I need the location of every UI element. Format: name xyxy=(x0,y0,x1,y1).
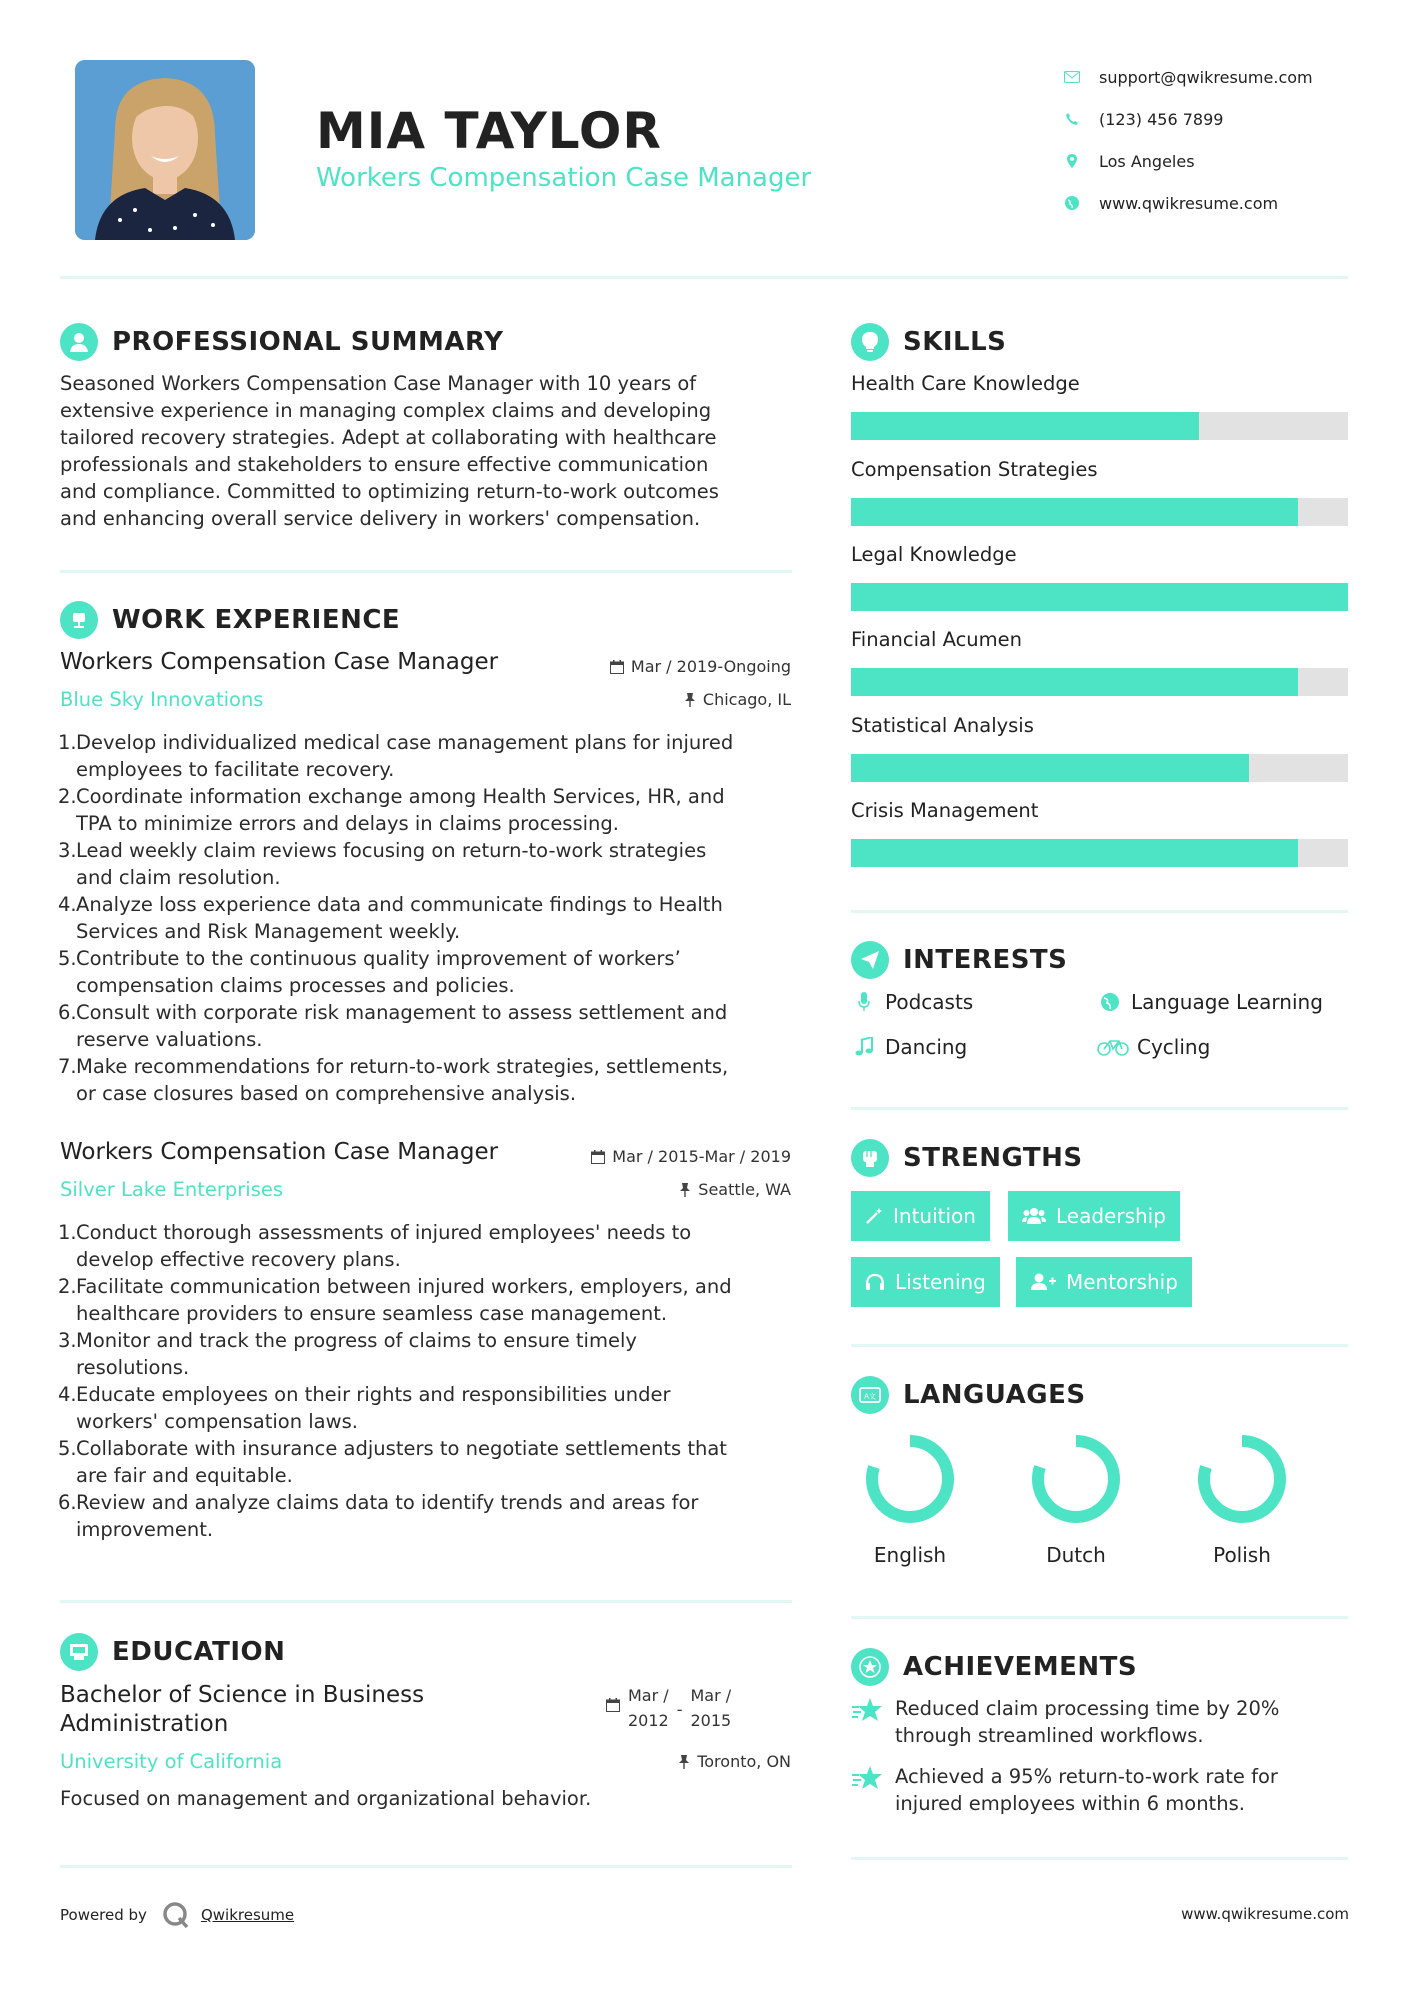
achievements-heading: ACHIEVEMENTS xyxy=(851,1648,1137,1686)
skill-item: Financial Acumen xyxy=(851,628,1348,696)
pushpin-icon xyxy=(679,1183,691,1197)
summary-heading: PROFESSIONAL SUMMARY xyxy=(60,323,503,361)
pushpin-icon xyxy=(684,693,696,707)
candidate-name: MIA TAYLOR xyxy=(316,102,662,160)
phone-icon xyxy=(1055,112,1089,126)
contact-email[interactable] xyxy=(1055,56,1395,98)
bicycle-icon xyxy=(1097,1038,1129,1056)
magic-wand-icon xyxy=(865,1207,883,1225)
strength-chip: Intuition xyxy=(851,1191,990,1241)
language-ring xyxy=(1194,1431,1290,1527)
phone-text: (123) 456 7899 xyxy=(1099,109,1224,129)
list-item: 5. Contribute to the continuous quality improvement of workers’ compensation claims processes and policies. xyxy=(58,947,681,997)
skills-heading: SKILLS xyxy=(851,323,1006,361)
skill-item: Legal Knowledge xyxy=(851,543,1348,611)
calendar-icon xyxy=(606,1698,620,1712)
user-plus-icon xyxy=(1030,1273,1056,1291)
list-item: 2. Coordinate information exchange among Health Services, HR, and TPA to minimize errors and delays in claims processing. xyxy=(58,785,725,835)
list-item: 4. Educate employees on their rights and responsibilities under workers' compensation laws. xyxy=(58,1383,671,1433)
education-description: Focused on management and organizational behavior. xyxy=(60,1787,592,1810)
summary-divider xyxy=(60,570,792,573)
user-icon xyxy=(60,323,98,361)
work-divider xyxy=(60,1600,792,1603)
star-icon xyxy=(851,1695,885,1749)
skill-bar-track xyxy=(851,839,1348,867)
strength-chip: Leadership xyxy=(1008,1191,1180,1241)
skill-bar-track xyxy=(851,583,1348,611)
job-title: Workers Compensation Case Manager xyxy=(60,649,499,675)
list-item: 6. Review and analyze claims data to identify trends and areas for improvement. xyxy=(58,1491,699,1541)
pushpin-icon xyxy=(678,1755,690,1769)
skill-bar-fill xyxy=(851,668,1298,696)
list-item: 2. Facilitate communication between injured workers, employers, and healthcare providers to ensure seamless case management. xyxy=(58,1275,732,1325)
profile-photo xyxy=(75,60,255,240)
skill-bar-track xyxy=(851,412,1348,440)
qwikresume-logo-icon xyxy=(161,1900,191,1930)
summary-text: Seasoned Workers Compensation Case Manager with 10 years of extensive experience in managing complex claims and developing tailored recovery strategies. Adept at collaborating with healthcare professionals and stakeholders to ensure effective communication and compliance. Committed to optimizing return-to-work outcomes and enhancing overall service delivery in workers' compensation. xyxy=(60,372,719,530)
location-text: Los Angeles xyxy=(1099,151,1195,171)
work-heading: WORK EXPERIENCE xyxy=(60,601,400,639)
star-icon xyxy=(851,1763,885,1817)
language-item: Polish xyxy=(1177,1431,1307,1567)
microphone-icon xyxy=(851,992,877,1012)
lightbulb-icon xyxy=(851,323,889,361)
job-dates: Mar / 2015-Mar / 2019 xyxy=(540,1147,791,1166)
star-badge-icon xyxy=(851,1648,889,1686)
skill-bar-fill xyxy=(851,412,1199,440)
interest-item: Cycling xyxy=(1097,1035,1210,1059)
graduation-icon xyxy=(60,1633,98,1671)
skill-item: Compensation Strategies xyxy=(851,458,1348,526)
job-responsibilities xyxy=(58,1219,798,1543)
svg-text:A文: A文 xyxy=(864,1392,876,1401)
list-item: 4. Analyze loss experience data and communicate findings to Health Services and Risk Management weekly. xyxy=(58,893,723,943)
skill-bar-track xyxy=(851,668,1348,696)
list-item: 5. Collaborate with insurance adjusters to negotiate settlements that are fair and equitable. xyxy=(58,1437,727,1487)
candidate-title: Workers Compensation Case Manager xyxy=(316,163,812,193)
list-item: 3. Lead weekly claim reviews focusing on return-to-work strategies and claim resolution. xyxy=(58,839,707,889)
languages-heading: A文 LANGUAGES xyxy=(851,1376,1086,1414)
headphones-icon xyxy=(865,1273,885,1291)
skill-bar-fill xyxy=(851,583,1348,611)
skill-bar-track xyxy=(851,498,1348,526)
education-heading: EDUCATION xyxy=(60,1633,285,1671)
list-item: 6. Consult with corporate risk management to assess settlement and reserve valuations. xyxy=(58,1001,728,1051)
footer-website[interactable]: www.qwikresume.com xyxy=(1181,1905,1349,1923)
degree-title: Bachelor of Science in Business Administration xyxy=(60,1682,425,1737)
paper-plane-icon xyxy=(851,941,889,979)
website-text: www.qwikresume.com xyxy=(1099,193,1279,213)
languages-divider xyxy=(851,1616,1348,1619)
list-item: 1. Develop individualized medical case management plans for injured employees to facilitate recovery. xyxy=(58,731,734,781)
map-pin-icon xyxy=(1055,154,1089,168)
list-item: 1. Conduct thorough assessments of injured employees' needs to develop effective recovery plans. xyxy=(58,1221,692,1271)
skill-item: Crisis Management xyxy=(851,799,1348,867)
education-location: Toronto, ON xyxy=(560,1752,791,1771)
contact-website[interactable] xyxy=(1055,182,1395,224)
strength-chip: Mentorship xyxy=(1016,1257,1192,1307)
interest-item: Podcasts xyxy=(851,990,973,1014)
skills-divider xyxy=(851,910,1348,913)
interests-heading: INTERESTS xyxy=(851,941,1067,979)
calendar-icon xyxy=(591,1150,605,1164)
skill-bar-fill xyxy=(851,839,1298,867)
skill-item: Statistical Analysis xyxy=(851,714,1348,782)
company-name: Blue Sky Innovations xyxy=(60,688,264,711)
music-note-icon xyxy=(851,1037,877,1057)
education-divider xyxy=(60,1865,792,1868)
job-title: Workers Compensation Case Manager xyxy=(60,1139,499,1165)
globe-icon xyxy=(1097,992,1123,1012)
qwikresume-link[interactable]: Qwikresume xyxy=(200,1906,295,1924)
footer-powered-by: Powered by Qwikresume xyxy=(60,1900,294,1930)
school-name: University of California xyxy=(60,1750,283,1773)
achievement-item: Reduced claim processing time by 20% through streamlined workflows. xyxy=(851,1695,1351,1749)
interest-item: Language Learning xyxy=(1097,990,1323,1014)
job-location: Seattle, WA xyxy=(560,1180,791,1199)
globe-icon xyxy=(1055,196,1089,210)
strengths-heading: STRENGTHS xyxy=(851,1139,1083,1177)
id-card-icon xyxy=(851,1376,889,1414)
strengths-divider xyxy=(851,1344,1348,1347)
achievement-item: Achieved a 95% return-to-work rate for injured employees within 6 months. xyxy=(851,1763,1351,1817)
skill-bar-fill xyxy=(851,754,1249,782)
skill-bar-fill xyxy=(851,498,1298,526)
language-item: Dutch xyxy=(1011,1431,1141,1567)
list-item: 7. Make recommendations for return-to-work strategies, settlements, or case closures based on comprehensive analysis. xyxy=(58,1055,729,1105)
language-item: English xyxy=(845,1431,975,1567)
education-dates: Mar / 2012 - Mar / 2015 xyxy=(606,1683,731,1733)
envelope-icon xyxy=(1055,71,1089,83)
job-location: Chicago, IL xyxy=(560,690,791,709)
skill-item: Health Care Knowledge xyxy=(851,372,1348,440)
language-ring xyxy=(1028,1431,1124,1527)
achievements-divider xyxy=(851,1857,1348,1860)
email-text: support@qwikresume.com xyxy=(1099,67,1313,87)
header-divider xyxy=(60,276,1348,279)
language-ring xyxy=(862,1431,958,1527)
fist-icon xyxy=(851,1139,889,1177)
contact-info xyxy=(1055,56,1395,224)
interest-item: Dancing xyxy=(851,1035,967,1059)
strength-chip: Listening xyxy=(851,1257,1000,1307)
skill-bar-track xyxy=(851,754,1348,782)
contact-location xyxy=(1055,140,1395,182)
users-icon xyxy=(1022,1207,1046,1225)
job-dates: Mar / 2019-Ongoing xyxy=(560,657,791,676)
job-responsibilities xyxy=(58,729,798,1107)
list-item: 3. Monitor and track the progress of claims to ensure timely resolutions. xyxy=(58,1329,637,1379)
contact-phone[interactable] xyxy=(1055,98,1395,140)
company-name: Silver Lake Enterprises xyxy=(60,1178,284,1201)
interests-divider xyxy=(851,1107,1348,1110)
calendar-icon xyxy=(610,660,624,674)
briefcase-icon xyxy=(60,601,98,639)
